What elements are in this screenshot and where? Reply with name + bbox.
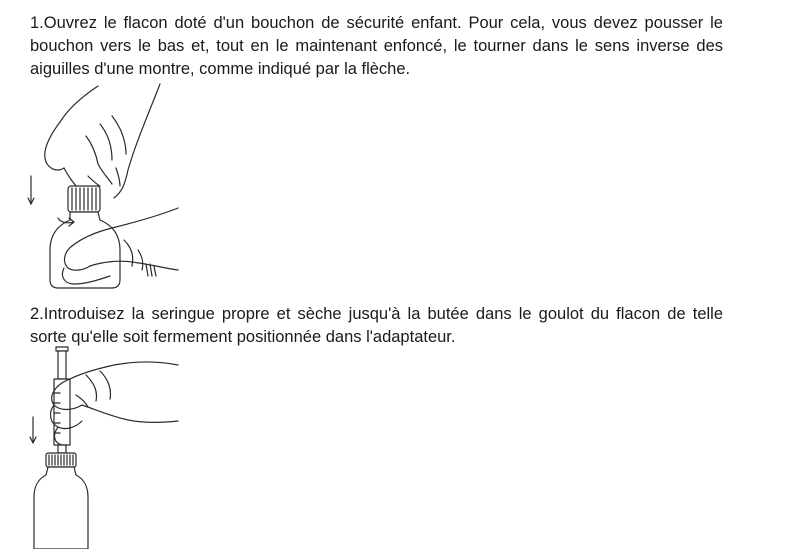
syringe-drawing — [54, 347, 70, 453]
downward-arrow-icon — [30, 417, 36, 443]
step-2-instruction: 2.Introduisez la seringue propre et sèche jusqu'à la butée dans le goulot du flacon de telle sorte qu'elle soit fermement positionnée dans l'adaptateur. — [30, 305, 723, 346]
syringe-insertion-illustration — [28, 345, 188, 549]
bottle-drawing — [50, 186, 120, 288]
bottle-opening-illustration — [28, 80, 188, 292]
downward-arrow-icon — [28, 176, 34, 204]
hand-pressing-cap-drawing — [45, 84, 160, 198]
bottle-drawing — [34, 453, 88, 549]
step-1-instruction: 1.Ouvrez le flacon doté d'un bouchon de sécurité enfant. Pour cela, vous devez pousser le bouchon vers le bas et, tout en le maintenant enfoncé, le tourner dans le sens inverse des aiguilles d'une montre, comme indiqué par la flèche. — [30, 14, 723, 78]
